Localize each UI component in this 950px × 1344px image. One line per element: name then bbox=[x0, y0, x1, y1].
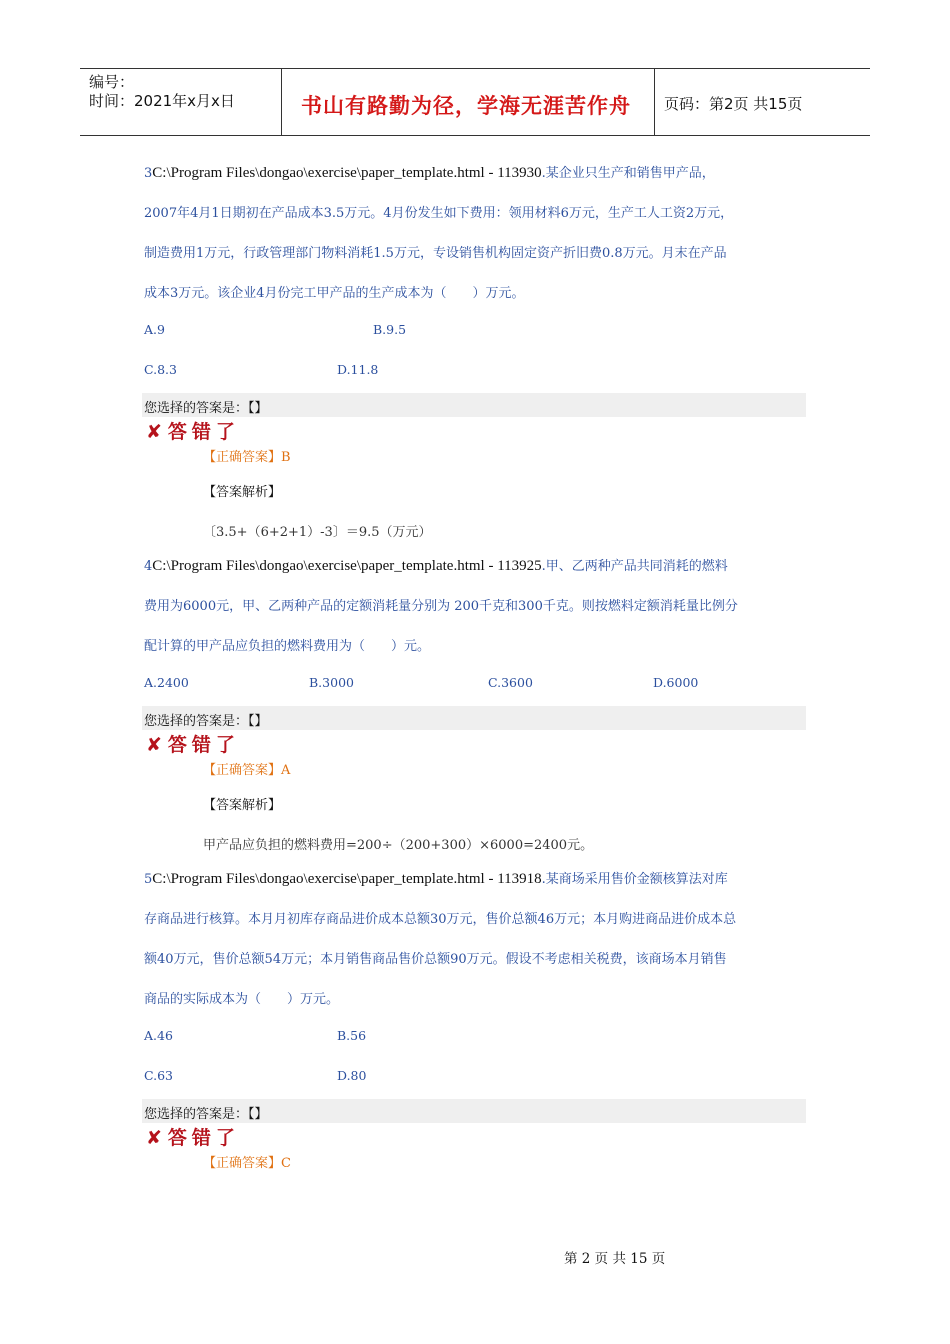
analysis-heading: 【答案解析】 bbox=[203, 485, 282, 500]
question-3-line-1 bbox=[144, 162, 715, 182]
cross-icon: ✘ bbox=[146, 421, 162, 443]
option-d[interactable]: D.11.8 bbox=[337, 362, 379, 377]
question-text: .甲、乙两种产品共同消耗的燃料 bbox=[541, 559, 728, 574]
page-footer: 第 2 页 共 15 页 bbox=[564, 1251, 666, 1267]
header-divider-right bbox=[654, 68, 655, 136]
option-b[interactable]: B.9.5 bbox=[373, 322, 407, 337]
your-answer-text: 您选择的答案是：【】 bbox=[144, 401, 268, 416]
header-divider-left bbox=[281, 68, 282, 136]
correct-answer: 【正确答案】C bbox=[203, 1156, 291, 1171]
question-5-line-1 bbox=[144, 868, 728, 888]
option-d[interactable]: D.6000 bbox=[653, 675, 699, 690]
wrong-answer-mark bbox=[146, 1123, 240, 1150]
question-3-line-2: 2007年4月1日期初在产品成本3.5万元。4月份发生如下费用：领用材料6万元，生产工人工资2万元， bbox=[144, 206, 734, 221]
header-top-rule bbox=[80, 68, 870, 69]
question-3-line-3: 制造费用1万元，行政管理部门物料消耗1.5万元，专设销售机构固定资产折旧费0.8万元。月末在产品 bbox=[144, 246, 727, 261]
wrong-answer-mark bbox=[146, 417, 240, 444]
your-answer-text: 您选择的答案是：【】 bbox=[144, 1107, 268, 1122]
question-number: 5 bbox=[144, 872, 153, 887]
analysis-text: 〔3.5+（6+2+1）-3〕＝9.5（万元） bbox=[203, 525, 432, 540]
header-bottom-rule bbox=[80, 135, 870, 136]
analysis-text: 甲产品应负担的燃料费用=200÷（200+300）×6000=2400元。 bbox=[203, 838, 594, 853]
header-page-code: 页码：第2页 共15页 bbox=[664, 95, 803, 113]
question-4-line-3: 配计算的甲产品应负担的燃料费用为（ ）元。 bbox=[144, 639, 431, 654]
option-b[interactable]: B.3000 bbox=[309, 675, 354, 690]
header-motto: 书山有路勤为径，学海无涯苦作舟 bbox=[301, 93, 631, 118]
analysis-heading: 【答案解析】 bbox=[203, 798, 282, 813]
wrong-answer-label: 答错了 bbox=[167, 421, 240, 443]
option-a[interactable]: A.2400 bbox=[144, 675, 189, 690]
option-a[interactable]: A.46 bbox=[144, 1028, 173, 1043]
cross-icon: ✘ bbox=[146, 734, 162, 756]
wrong-answer-label: 答错了 bbox=[167, 1127, 240, 1149]
option-c[interactable]: C.63 bbox=[144, 1068, 173, 1083]
question-number: 4 bbox=[144, 559, 153, 574]
question-source-path: C:\Program Files\dongao\exercise\paper_template.html - 113918 bbox=[152, 871, 542, 887]
question-source-path: C:\Program Files\dongao\exercise\paper_template.html - 113925 bbox=[152, 558, 542, 574]
wrong-answer-label: 答错了 bbox=[167, 734, 240, 756]
question-text: .某企业只生产和销售甲产品， bbox=[541, 166, 715, 181]
question-source-path: C:\Program Files\dongao\exercise\paper_template.html - 113930 bbox=[152, 165, 542, 181]
question-text: .某商场采用售价金额核算法对库 bbox=[541, 872, 728, 887]
question-5-line-3: 额40万元，售价总额54万元；本月销售商品售价总额90万元。假设不考虑相关税费，该商场本月销售 bbox=[144, 952, 727, 967]
question-5-line-2: 存商品进行核算。本月月初库存商品进价成本总额30万元，售价总额46万元；本月购进商品进价成本总 bbox=[144, 912, 737, 927]
option-c[interactable]: C.3600 bbox=[488, 675, 533, 690]
question-4-line-2: 费用为6000元，甲、乙两种产品的定额消耗量分别为 200千克和300千克。则按燃料定额消耗量比例分 bbox=[144, 599, 738, 614]
cross-icon: ✘ bbox=[146, 1127, 162, 1149]
correct-answer: 【正确答案】A bbox=[203, 763, 291, 778]
wrong-answer-mark bbox=[146, 730, 240, 757]
option-a[interactable]: A.9 bbox=[144, 322, 165, 337]
question-5-line-4: 商品的实际成本为（ ）万元。 bbox=[144, 992, 340, 1007]
option-c[interactable]: C.8.3 bbox=[144, 362, 177, 377]
serial-label: 编号： bbox=[89, 73, 135, 91]
question-number: 3 bbox=[144, 166, 153, 181]
time-label: 时间：2021年x月x日 bbox=[89, 92, 235, 110]
option-d[interactable]: D.80 bbox=[337, 1068, 367, 1083]
your-answer-text: 您选择的答案是：【】 bbox=[144, 714, 268, 729]
question-4-line-1 bbox=[144, 555, 728, 575]
question-3-line-4: 成本3万元。该企业4月份完工甲产品的生产成本为（ ）万元。 bbox=[144, 286, 525, 301]
option-b[interactable]: B.56 bbox=[337, 1028, 367, 1043]
correct-answer: 【正确答案】B bbox=[203, 450, 291, 465]
